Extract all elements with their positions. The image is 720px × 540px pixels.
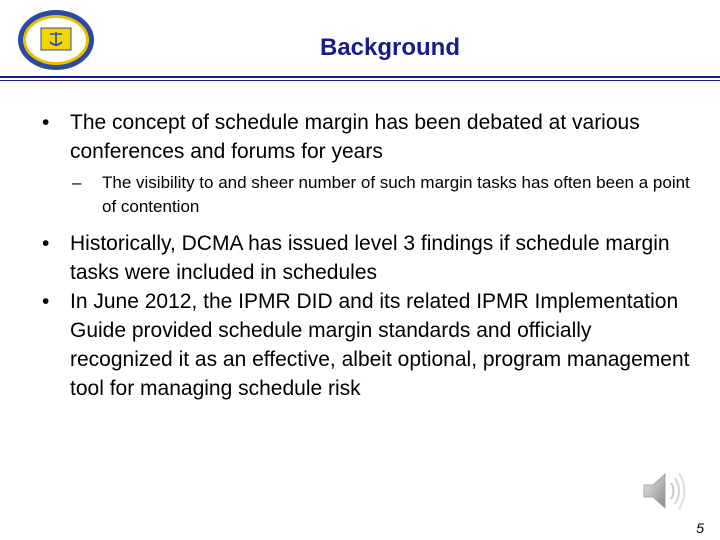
seal-logo-icon [16, 8, 96, 72]
bullet-glyph: • [42, 111, 50, 134]
sub-bullet-glyph: – [72, 173, 82, 192]
page-number: 5 [696, 520, 704, 536]
bullet-item [30, 108, 690, 166]
title-divider [0, 76, 720, 78]
bullet-item [30, 229, 690, 287]
bullet-list [30, 108, 690, 403]
bullet-text: The concept of schedule margin has been debated at various conferences and forums for years [70, 111, 640, 163]
sub-bullet-item [30, 171, 690, 219]
slide-title: Background [319, 34, 460, 61]
speaker-icon[interactable] [640, 466, 690, 516]
title-divider-thin [0, 80, 720, 81]
sub-bullet-text: The visibility to and sheer number of such margin tasks has often been a point of contention [102, 173, 690, 216]
bullet-glyph: • [42, 232, 50, 255]
bullet-text: In June 2012, the IPMR DID and its related IPMR Implementation Guide provided schedule margin standards and officially recognized it as an effective, albeit optional, program management tool for managing schedule risk [70, 290, 690, 400]
bullet-text: Historically, DCMA has issued level 3 findings if schedule margin tasks were included in schedules [70, 232, 670, 284]
bullet-item [30, 287, 690, 403]
bullet-glyph: • [42, 290, 50, 313]
